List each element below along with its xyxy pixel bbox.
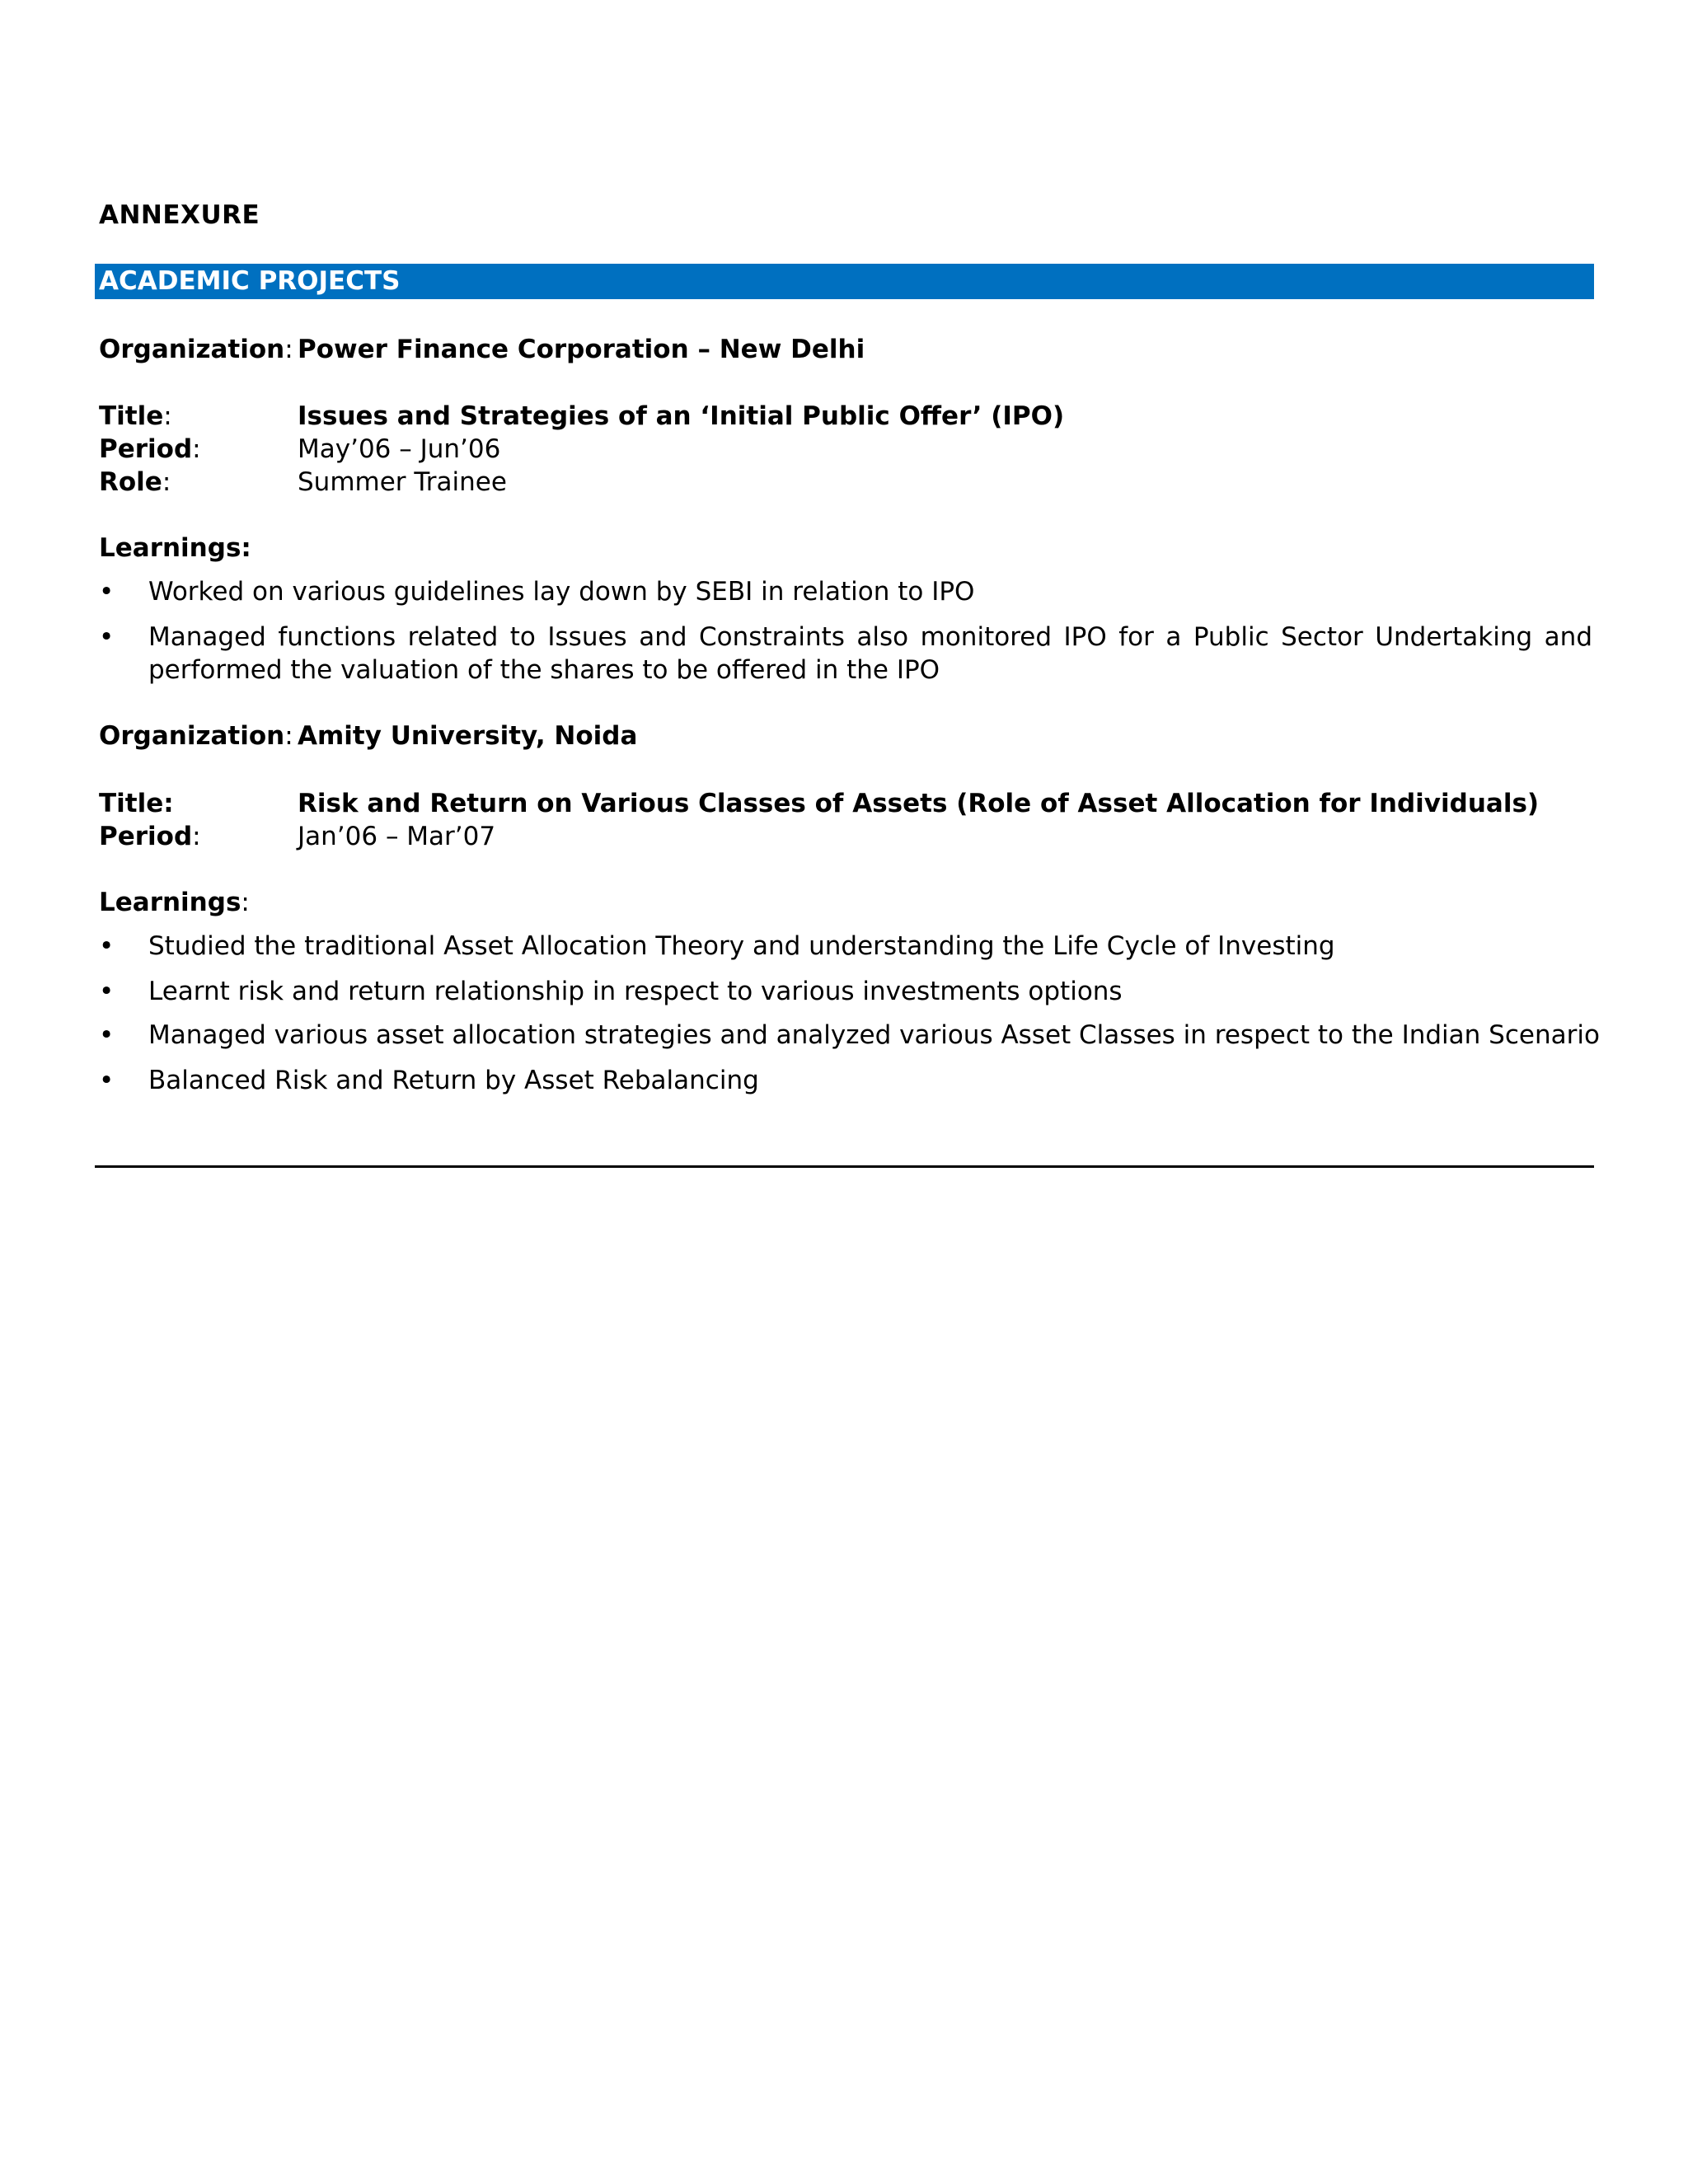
list-item-text: Studied the traditional Asset Allocation Theory and understanding the Life Cycle of Investing: [148, 931, 1335, 961]
annexure-heading: ANNEXURE: [99, 200, 260, 230]
title-value: Risk and Return on Various Classes of Assets (Role of Asset Allocation for Individuals): [298, 789, 1540, 818]
list-item: [99, 1064, 1592, 1097]
role-label: Role: [99, 467, 162, 497]
list-item-text: Learnt risk and return relationship in respect to various investments options: [148, 977, 1123, 1006]
period-value: Jan’06 – Mar’07: [298, 822, 496, 851]
list-item-text: Worked on various guidelines lay down by SEBI in relation to IPO: [148, 577, 975, 607]
project2-period-row: [99, 820, 1591, 853]
organization-value: Power Finance Corporation – New Delhi: [298, 335, 865, 364]
list-item-text: Managed functions related to Issues and Constraints also monitored IPO for a Public Sector Undertaking and performed the valuation of the shares to be offered in the IPO: [148, 622, 1592, 685]
learnings-label: Learnings: [99, 888, 241, 917]
project1-title-row: [99, 400, 1591, 433]
bullet-glyph: •: [99, 1066, 115, 1095]
colon: :: [284, 721, 293, 751]
bullet-glyph: •: [99, 577, 115, 607]
list-item-text: Managed various asset allocation strategies and analyzed various Asset Classes in respect to the Indian Scenario: [148, 1020, 1600, 1050]
list-item: [99, 930, 1592, 963]
organization-label: Organization: [99, 721, 285, 751]
section-header-bar: [95, 264, 1594, 299]
colon: :: [192, 434, 201, 464]
bullet-glyph: •: [99, 1020, 115, 1050]
title-value: Issues and Strategies of an ‘Initial Public Offer’ (IPO): [298, 401, 1065, 431]
period-value: May’06 – Jun’06: [298, 434, 501, 464]
bullet-glyph: •: [99, 622, 115, 652]
colon: :: [284, 335, 293, 364]
project1-organization-row: [99, 333, 1591, 366]
project2-title-row: [99, 787, 1591, 820]
organization-label: Organization: [99, 335, 285, 364]
project2-organization-row: [99, 719, 1591, 752]
project1-role-row: [99, 466, 1591, 499]
role-value: Summer Trainee: [298, 467, 507, 497]
organization-value: Amity University, Noida: [298, 721, 638, 751]
horizontal-rule: [95, 1165, 1594, 1168]
bullet-glyph: •: [99, 977, 115, 1006]
project2-learnings-heading: [99, 886, 1591, 919]
list-item: [99, 575, 1592, 608]
bullet-glyph: •: [99, 931, 115, 961]
list-item: [99, 975, 1592, 1008]
project1-period-row: [99, 433, 1591, 466]
colon: :: [241, 888, 250, 917]
project1-learnings-heading: Learnings:: [99, 533, 251, 563]
list-item-text: Balanced Risk and Return by Asset Rebalancing: [148, 1066, 759, 1095]
title-label: Title:: [99, 789, 174, 818]
colon: :: [192, 822, 201, 851]
period-label: Period: [99, 822, 193, 851]
period-label: Period: [99, 434, 193, 464]
list-item: [99, 621, 1592, 687]
title-label: Title: [99, 401, 164, 431]
section-title: ACADEMIC PROJECTS: [99, 266, 401, 296]
list-item: [99, 1019, 1600, 1052]
colon: :: [162, 467, 171, 497]
colon: :: [163, 401, 172, 431]
